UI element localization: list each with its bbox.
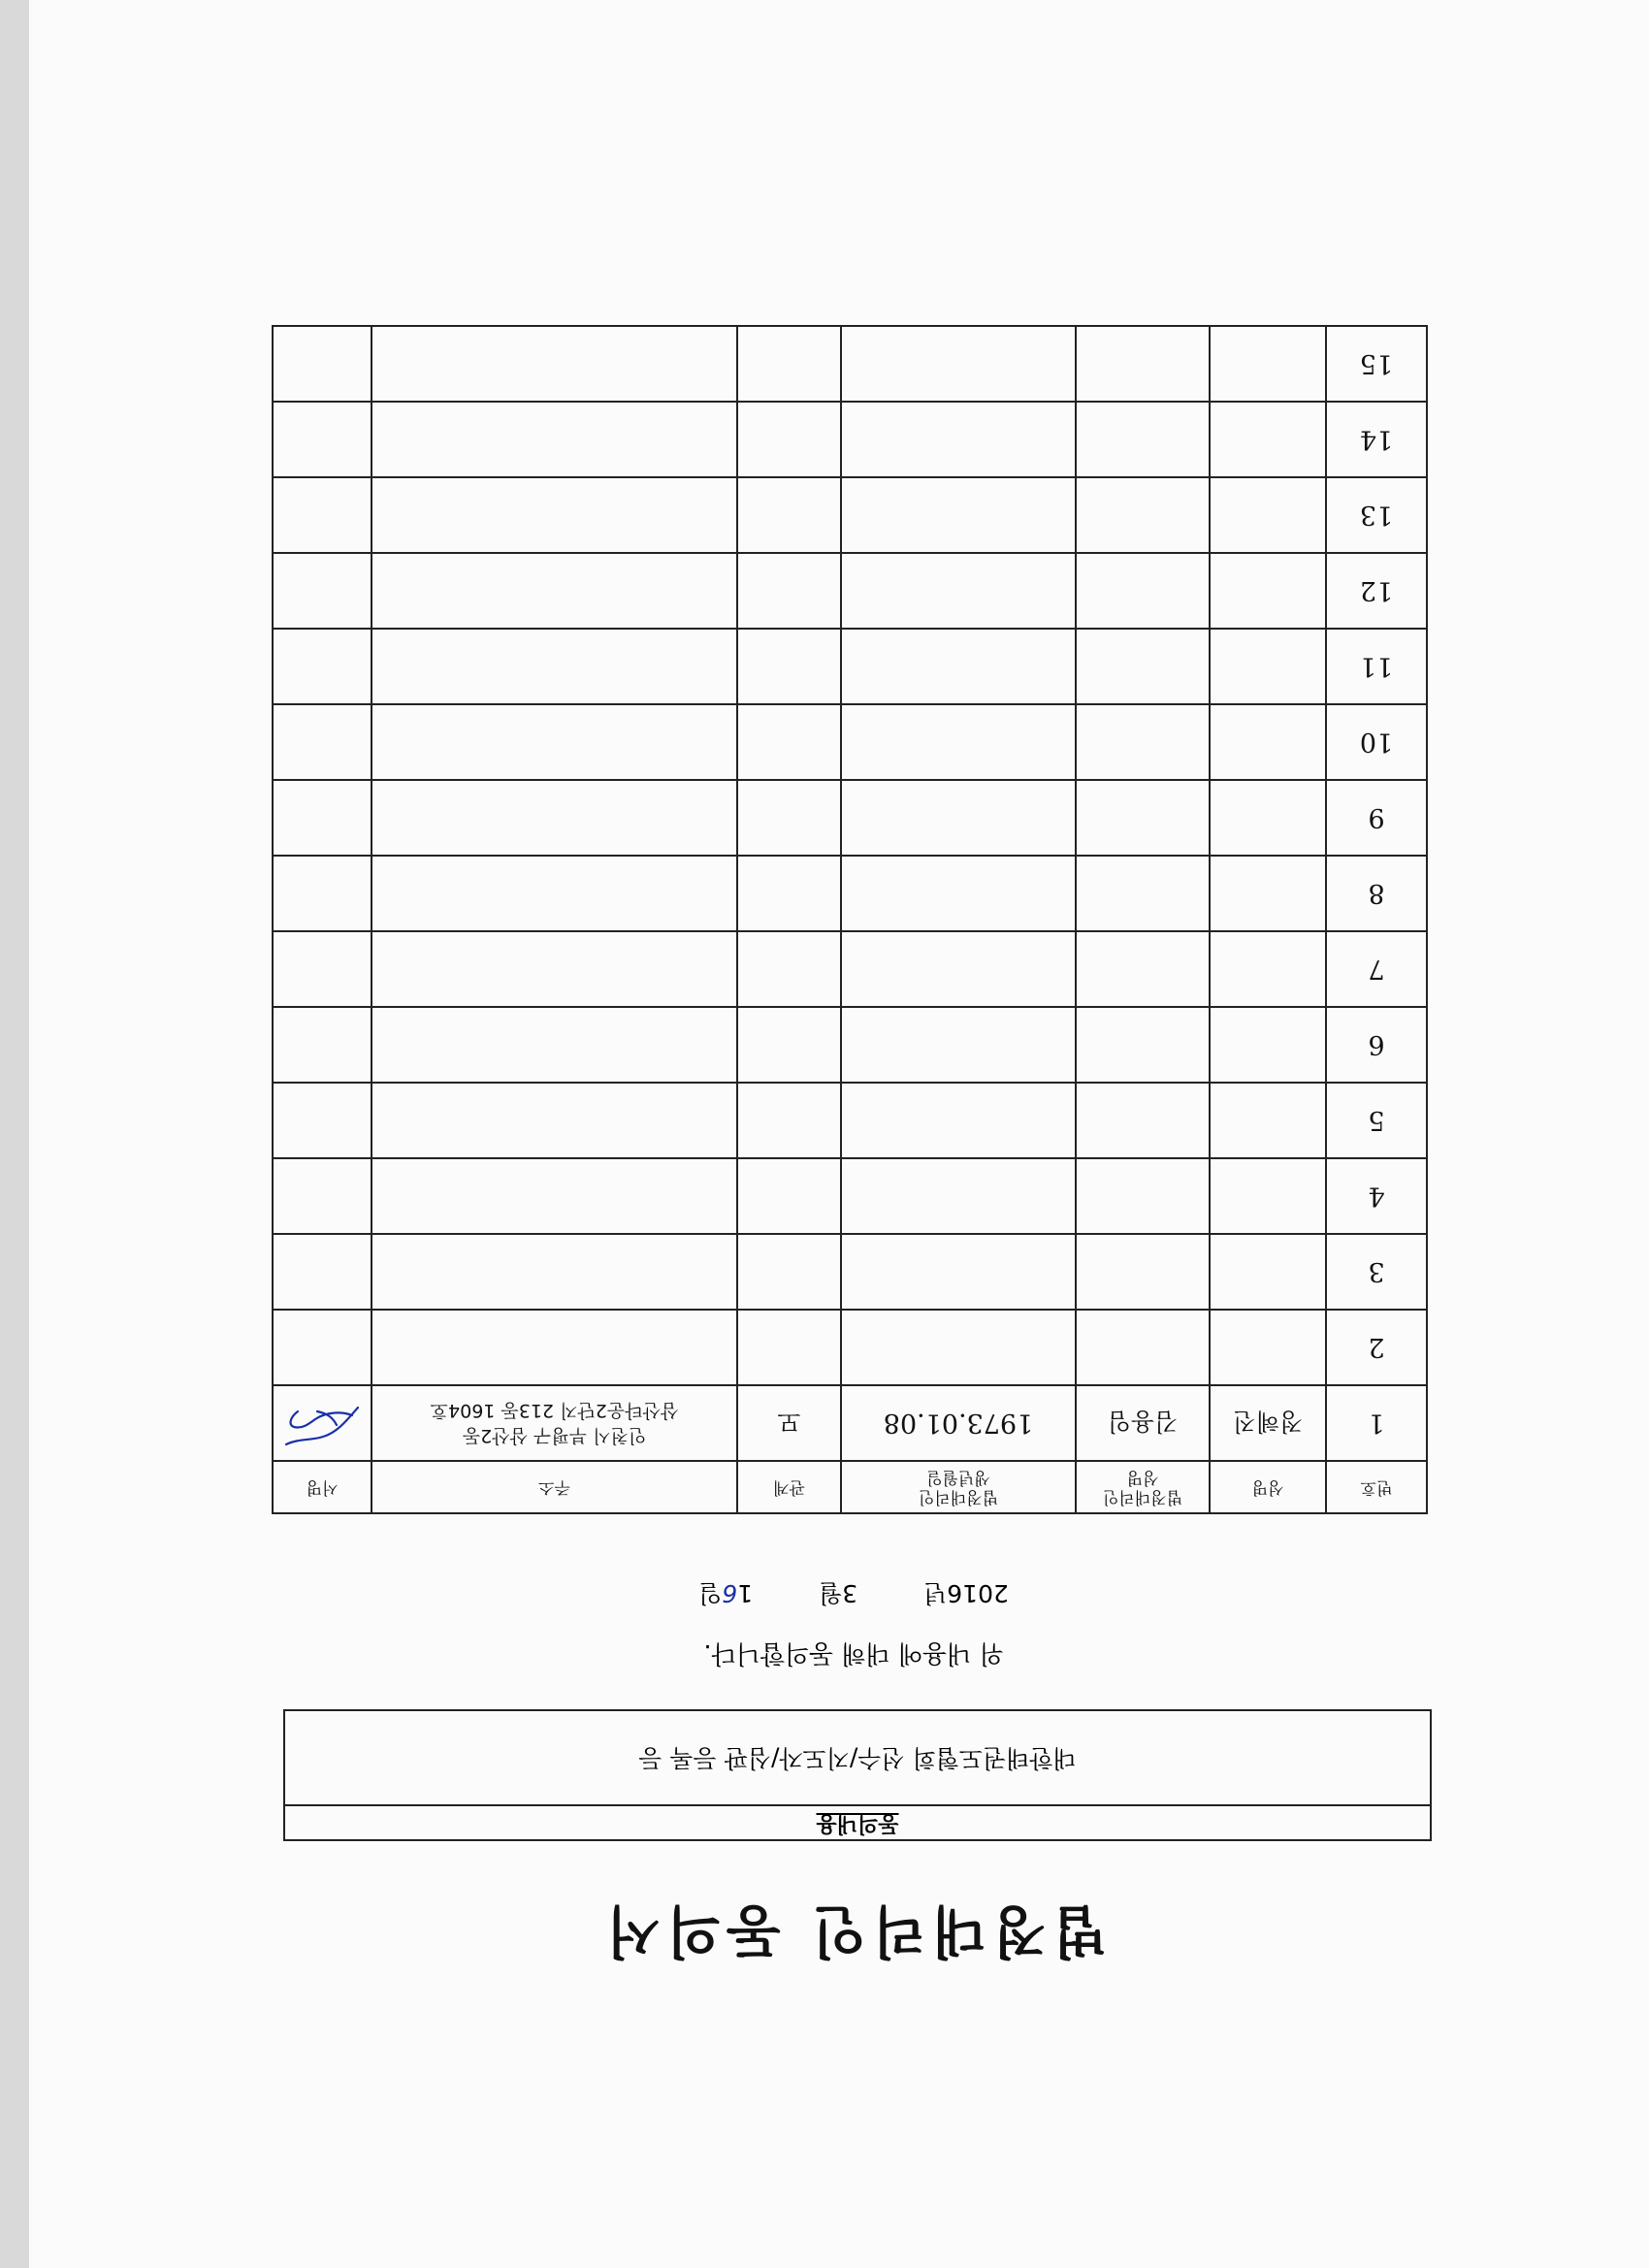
- address-cell: [372, 931, 737, 1007]
- signature-cell: [273, 1083, 372, 1158]
- relation-cell: [737, 1234, 841, 1310]
- guardian-birth-cell: [841, 856, 1076, 931]
- table-row: [273, 1310, 1427, 1385]
- guardian-birth-cell: [841, 1158, 1076, 1234]
- table-row: [273, 1083, 1427, 1158]
- guardian-name-cell: [1076, 326, 1210, 402]
- guardian-name-cell: [1076, 629, 1210, 704]
- name-cell: 정혜진: [1210, 1385, 1326, 1461]
- table-row: [273, 780, 1427, 856]
- guardian-name-cell: [1076, 1310, 1210, 1385]
- handwritten-digit: 6: [722, 1579, 738, 1607]
- relation-cell: [737, 402, 841, 477]
- relation-cell: [737, 326, 841, 402]
- consent-header: 동의내용: [285, 1804, 1430, 1839]
- signature-cell: [273, 477, 372, 553]
- guardian-name-cell: [1076, 1158, 1210, 1234]
- column-header-6: 서명: [273, 1461, 372, 1513]
- date-line: [29, 1577, 1649, 1612]
- row-number: 13: [1326, 477, 1427, 553]
- name-cell: [1210, 553, 1326, 629]
- address-cell: 인천시 부평구 삼산2동 삼산타운2단지 213동 1604호: [372, 1385, 737, 1461]
- row-number: 5: [1326, 1083, 1427, 1158]
- signature-cell: [273, 1007, 372, 1083]
- relation-cell: [737, 553, 841, 629]
- table-row: [273, 326, 1427, 402]
- table-row: [273, 1234, 1427, 1310]
- row-number: 10: [1326, 704, 1427, 780]
- address-cell: [372, 553, 737, 629]
- relation-cell: [737, 856, 841, 931]
- guardian-name-cell: [1076, 780, 1210, 856]
- row-number: 1: [1326, 1385, 1427, 1461]
- signature-cell: [273, 856, 372, 931]
- relation-cell: [737, 704, 841, 780]
- signature-cell: [273, 704, 372, 780]
- name-cell: [1210, 402, 1326, 477]
- column-header-1: 성명: [1210, 1461, 1326, 1513]
- row-number: 12: [1326, 553, 1427, 629]
- table-row: [273, 477, 1427, 553]
- signature-cell: [273, 629, 372, 704]
- table-row: [273, 1385, 1427, 1461]
- address-cell: [372, 1083, 737, 1158]
- row-number: 11: [1326, 629, 1427, 704]
- row-number: 9: [1326, 780, 1427, 856]
- table-row: [273, 856, 1427, 931]
- guardian-name-cell: 김용임: [1076, 1385, 1210, 1461]
- name-cell: [1210, 780, 1326, 856]
- signature-cell: [273, 780, 372, 856]
- guardian-birth-cell: [841, 1007, 1076, 1083]
- signature-cell: [273, 1385, 372, 1461]
- guardian-name-cell: [1076, 1234, 1210, 1310]
- guardian-name-cell: [1076, 931, 1210, 1007]
- row-number: 8: [1326, 856, 1427, 931]
- name-cell: [1210, 1158, 1326, 1234]
- table-row: [273, 1158, 1427, 1234]
- name-cell: [1210, 931, 1326, 1007]
- guardian-birth-cell: [841, 1310, 1076, 1385]
- address-cell: [372, 780, 737, 856]
- address-cell: [372, 856, 737, 931]
- relation-cell: [737, 1158, 841, 1234]
- guardian-name-cell: [1076, 1083, 1210, 1158]
- column-header-4: 관계: [737, 1461, 841, 1513]
- address-cell: [372, 402, 737, 477]
- address-cell: [372, 477, 737, 553]
- guardian-birth-cell: [841, 704, 1076, 780]
- address-cell: [372, 704, 737, 780]
- table-row: [273, 704, 1427, 780]
- name-cell: [1210, 704, 1326, 780]
- date-day: 16일: [698, 1579, 754, 1607]
- name-cell: [1210, 1310, 1326, 1385]
- row-number: 15: [1326, 326, 1427, 402]
- guardian-birth-cell: 1973.01.08: [841, 1385, 1076, 1461]
- signature-cell: [273, 931, 372, 1007]
- row-number: 14: [1326, 402, 1427, 477]
- name-cell: [1210, 856, 1326, 931]
- name-cell: [1210, 1007, 1326, 1083]
- guardian-birth-cell: [841, 477, 1076, 553]
- relation-cell: [737, 477, 841, 553]
- table-row: [273, 553, 1427, 629]
- date-year: 2016년: [923, 1579, 1009, 1607]
- row-number: 2: [1326, 1310, 1427, 1385]
- relation-cell: [737, 629, 841, 704]
- relation-cell: [737, 1007, 841, 1083]
- name-cell: [1210, 326, 1326, 402]
- row-number: 6: [1326, 1007, 1427, 1083]
- signature-cell: [273, 326, 372, 402]
- relation-cell: [737, 931, 841, 1007]
- address-cell: [372, 1158, 737, 1234]
- name-cell: [1210, 477, 1326, 553]
- guardian-birth-cell: [841, 1083, 1076, 1158]
- row-number: 3: [1326, 1234, 1427, 1310]
- table-row: [273, 402, 1427, 477]
- address-cell: [372, 1234, 737, 1310]
- guardian-birth-cell: [841, 553, 1076, 629]
- relation-cell: [737, 1310, 841, 1385]
- guardian-birth-cell: [841, 629, 1076, 704]
- table-row: [273, 931, 1427, 1007]
- column-header-3: 법정대리인 생년월일: [841, 1461, 1076, 1513]
- guardian-name-cell: [1076, 477, 1210, 553]
- name-cell: [1210, 629, 1326, 704]
- scanned-page: [29, 0, 1649, 2268]
- table-header-row: [273, 1461, 1427, 1513]
- row-number: 7: [1326, 931, 1427, 1007]
- guardian-birth-cell: [841, 402, 1076, 477]
- agreement-text: 위 내용에 대해 동의합니다.: [703, 1638, 1004, 1668]
- column-header-5: 주소: [372, 1461, 737, 1513]
- address-cell: [372, 1310, 737, 1385]
- name-cell: [1210, 1083, 1326, 1158]
- guardian-birth-cell: [841, 931, 1076, 1007]
- guardian-name-cell: [1076, 1007, 1210, 1083]
- signature-cell: [273, 1158, 372, 1234]
- table-body: [273, 326, 1427, 1461]
- guardian-name-cell: [1076, 856, 1210, 931]
- name-cell: [1210, 1234, 1326, 1310]
- guardian-birth-cell: [841, 1234, 1076, 1310]
- table-row: [273, 629, 1427, 704]
- handwritten-signature: [278, 1396, 366, 1450]
- consent-box: [283, 1709, 1432, 1841]
- members-table: [272, 325, 1428, 1514]
- relation-cell: [737, 1083, 841, 1158]
- rotated-content: [29, 0, 1649, 2268]
- column-header-2: 법정대리인 성명: [1076, 1461, 1210, 1513]
- consent-text: 대한태권도협회 선수/지도자/심판 등록 등: [638, 1744, 1077, 1772]
- guardian-birth-cell: [841, 326, 1076, 402]
- signature-cell: [273, 1310, 372, 1385]
- relation-cell: [737, 780, 841, 856]
- table-row: [273, 1007, 1427, 1083]
- guardian-name-cell: [1076, 553, 1210, 629]
- guardian-name-cell: [1076, 704, 1210, 780]
- guardian-birth-cell: [841, 780, 1076, 856]
- date-month: 3월: [819, 1579, 858, 1607]
- column-header-0: 번호: [1326, 1461, 1427, 1513]
- address-cell: [372, 629, 737, 704]
- guardian-name-cell: [1076, 402, 1210, 477]
- relation-cell: 모: [737, 1385, 841, 1461]
- row-number: 4: [1326, 1158, 1427, 1234]
- document-title: 법정대리인 동의서: [599, 1898, 1108, 1964]
- signature-cell: [273, 402, 372, 477]
- address-cell: [372, 326, 737, 402]
- signature-cell: [273, 553, 372, 629]
- address-cell: [372, 1007, 737, 1083]
- signature-cell: [273, 1234, 372, 1310]
